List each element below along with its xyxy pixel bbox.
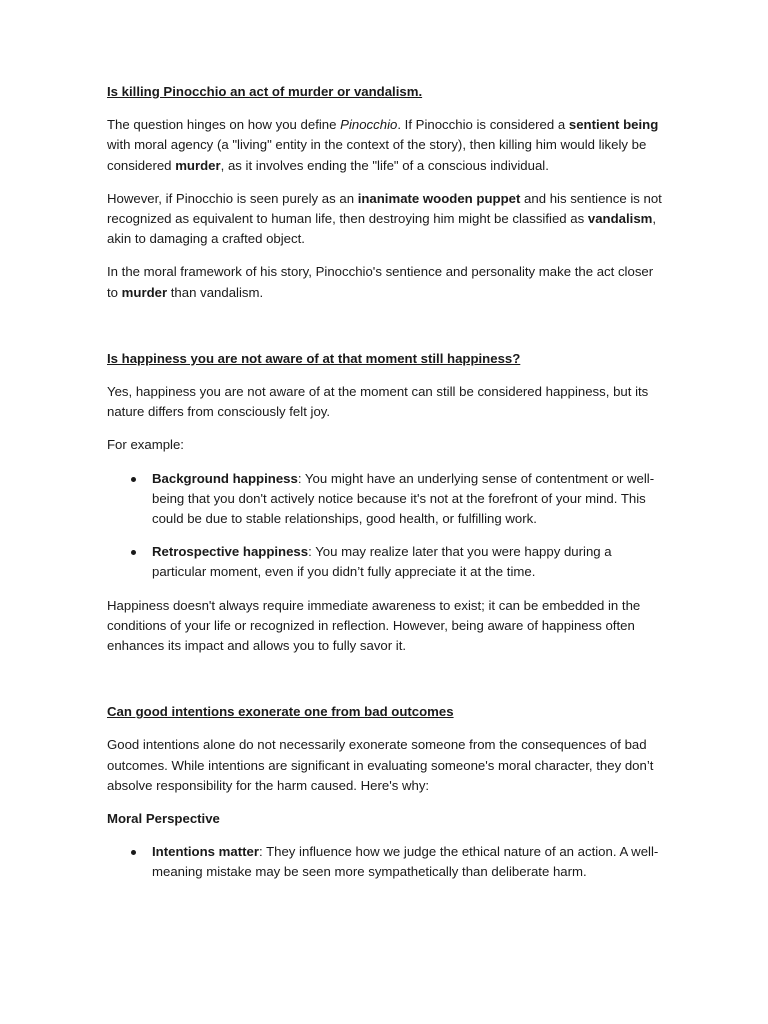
- text: However, if Pinocchio is seen purely as an: [107, 190, 358, 206]
- paragraph: Yes, happiness you are not aware of at the moment can still be considered happiness, but its nature differs from consciously felt joy.: [107, 384, 649, 420]
- text: , as it involves ending the "life" of a conscious individual.: [220, 157, 549, 173]
- bold-text: Retrospective happiness: [152, 544, 309, 560]
- paragraph: Good intentions alone do not necessarily exonerate someone from the consequences of bad outcomes. While intentions are significant in evaluating someone's moral character, they don’t absolve responsibility for the harm caused. Here's why:: [107, 737, 654, 793]
- bold-text: murder: [121, 284, 168, 300]
- text: with moral agency (a "living" entity in the context of the story), then killing him would likely be considered: [107, 137, 647, 173]
- section-happiness: [107, 349, 667, 656]
- paragraph: [107, 262, 667, 302]
- text: , akin to damaging a crafted object.: [107, 211, 657, 247]
- list-item: [107, 542, 667, 582]
- section-spacer: [107, 669, 667, 702]
- text: and his sentience is not recognized as equivalent to human life, then destroying him might be classified as: [107, 190, 662, 227]
- text: : You might have an underlying sense of contentment or well-being that you don't actively notice because it's not at the forefront of your mind. This could be due to stable relationships, good health, or fulfilling work.: [152, 470, 655, 527]
- text: : They influence how we judge the ethical nature of an action. A well-meaning mistake may be seen more sympathetically than deliberate harm.: [152, 844, 659, 880]
- document-page: [107, 82, 667, 896]
- list-item: [107, 469, 667, 530]
- bold-text: vandalism: [587, 211, 653, 227]
- paragraph: For example:: [107, 437, 184, 453]
- bold-text: Background happiness: [152, 470, 298, 486]
- section-heading: Is happiness you are not aware of at that moment still happiness?: [107, 350, 521, 366]
- subheading: Moral Perspective: [107, 811, 220, 827]
- bullet-icon: [131, 850, 136, 855]
- text: The question hinges on how you define: [107, 117, 341, 133]
- bold-text: inanimate wooden puppet: [357, 190, 521, 206]
- text: . If Pinocchio is considered a: [397, 117, 569, 133]
- paragraph: Happiness doesn't always require immediate awareness to exist; it can be embedded in the conditions of your life or recognized in reflection. However, being aware of happiness often enhances its impact and allows you to fully savor it.: [107, 597, 641, 654]
- bullet-list: [107, 469, 667, 583]
- section-spacer: [107, 316, 667, 349]
- bullet-list: [107, 842, 667, 882]
- section-intentions: [107, 702, 667, 882]
- italic-text: Pinocchio: [340, 117, 398, 133]
- paragraph: [107, 115, 667, 176]
- bullet-icon: [131, 477, 136, 482]
- text: than vandalism.: [167, 284, 264, 300]
- bold-text: murder: [175, 157, 221, 173]
- text: : You may realize later that you were happy during a particular moment, even if you didn’t fully appreciate it at the time.: [152, 544, 612, 580]
- bullet-icon: [131, 550, 136, 555]
- section-heading: Can good intentions exonerate one from bad outcomes: [107, 704, 454, 720]
- section-heading: Is killing Pinocchio an act of murder or vandalism.: [107, 84, 423, 99]
- section-pinocchio: [107, 82, 667, 303]
- text: In the moral framework of his story, Pinocchio's sentience and personality make the act closer to: [107, 264, 654, 300]
- paragraph: [107, 189, 667, 250]
- bold-text: sentient being: [568, 117, 659, 133]
- list-item: [107, 842, 667, 882]
- bold-text: Intentions matter: [152, 844, 259, 860]
